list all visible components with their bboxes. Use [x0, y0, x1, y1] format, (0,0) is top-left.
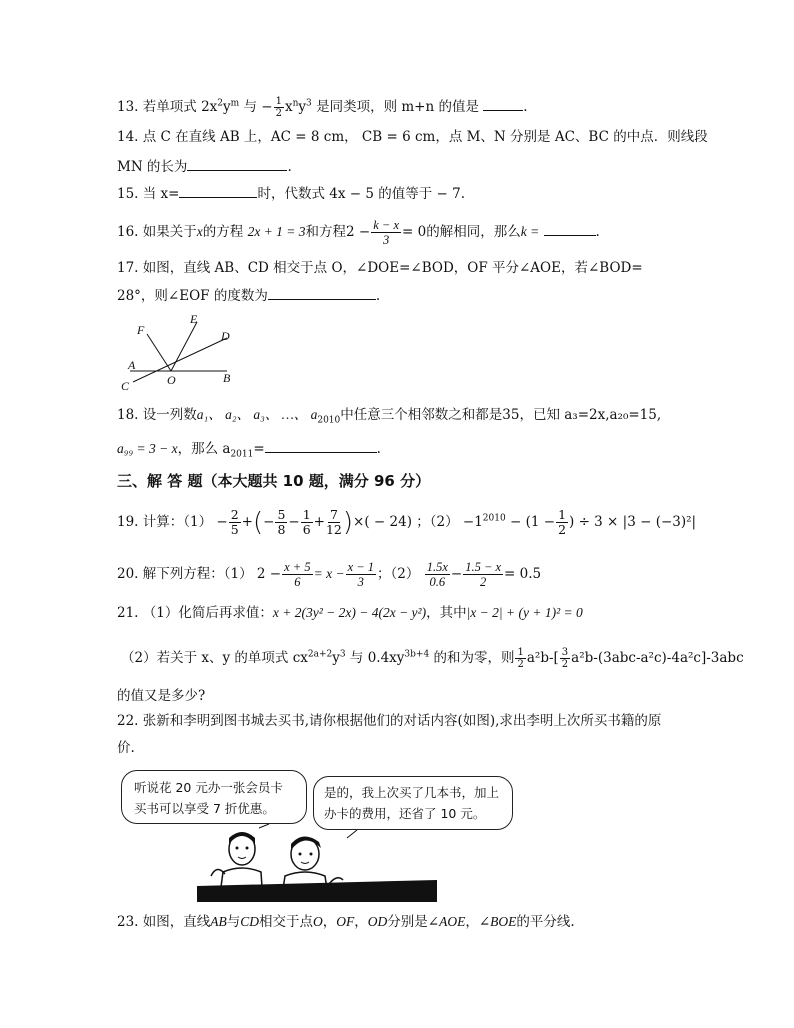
answer-blank-15[interactable] — [179, 183, 257, 198]
question-21-part1: 21. （1）化简后再求值：x + 2(3y² − 2x) − 4(2x − y²)，其中|x − 2| + (y + 1)² = 0 — [117, 605, 583, 621]
question-19: 19. 计算：（1） − $\frac{2}{5}$ +(− $\frac{5}{8}$ − $\frac{1}{6}$ + $\frac{7}{12}$ )×( − 24) ；$(2) -1^{2010} - (1$ − $\frac{1}{2}$ ) ÷ 3 × |3 − (−3)²| — [117, 507, 697, 538]
question-21-part2: （2）若关于 x、y 的单项式 $cx^{2a+2}y^3$ 与 $0.4xy^{3b+4}$ 的和为零，则 $\frac{1}{2}$ a²b-[ $\frac{3}{2}$ a²b-(3abc-a²c)-4a²c]-3abc — [121, 647, 744, 670]
two-students-drawing — [197, 824, 437, 902]
question-18-line1: 18. 设一列数a₁、 a₂、 a₃、 …、 $a_{2010}$中任意三个相邻数之和都是35，已知 a₃=2x,a₂₀=15, — [117, 407, 662, 426]
answer-blank-16[interactable] — [544, 221, 596, 236]
speech-bubble-left: 听说花 20 元办一张会员卡 买书可以享受 7 折优惠。 — [121, 770, 307, 824]
question-15: 15. 当 x= 时，代数式 4x − 5 的值等于 − 7. — [117, 183, 465, 204]
label-E: E — [190, 312, 198, 326]
answer-blank-18[interactable] — [265, 438, 377, 453]
label-A: A — [128, 358, 136, 372]
question-13: 13. 若单项式 $2x^2y^m$ 与 − $\frac{1}{2}$ $x^ny^3$ 是同类项，则 m+n 的值是 . — [117, 96, 528, 119]
question-23: 23. 如图，直线AB与CD相交于点O，OF，OD分别是∠AOE，∠BOE的平分线. — [117, 914, 575, 930]
question-20: 20. 解下列方程：（1） 2 − $\frac{x + 5}{6}$ = x − $\frac{x - 1}{3}$ ；（2） $\frac{1.5x}{0.6}$ − $\frac{1.5 - x}{2}$ = 0.5 — [117, 560, 542, 589]
answer-blank-13[interactable] — [483, 96, 523, 111]
label-D: D — [221, 329, 230, 343]
question-16: 16. 如果关于x的方程 2x + 1 = 3和方程2 − $\frac{k - x}{3}$ = 0的解相同，那么k = . — [117, 218, 600, 247]
question-14-line1: 14. 点 C 在直线 AB 上，AC = 8 cm， CB = 6 cm，点 M、N 分别是 AC、BC 的中点．则线段 — [117, 129, 708, 145]
ray-OE — [171, 322, 197, 371]
label-O: O — [167, 373, 176, 387]
label-F: F — [137, 323, 145, 337]
fraction-k-minus-x-over-3: $\frac{k - x}{3}$ — [373, 218, 400, 247]
label-C: C — [121, 379, 130, 393]
question-21-line3: 的值又是多少? — [117, 688, 206, 704]
fraction-one-half: $\frac{1}{2}$ — [275, 96, 282, 119]
question-22-line2: 价. — [117, 740, 135, 756]
question-17-line2: 28°，则∠EOF 的度数为 . — [117, 285, 380, 306]
line-CD — [133, 338, 227, 382]
answer-blank-17[interactable] — [268, 285, 376, 300]
label-B: B — [223, 371, 231, 385]
question-17-line1: 17. 如图，直线 AB、CD 相交于点 O，∠DOE=∠BOD，OF 平分∠AOE，若∠BOD= — [117, 260, 643, 276]
speech-bubble-right: 是的，我上次买了几本书，加上 办卡的费用，还省了 10 元。 — [313, 776, 513, 830]
question-22-line1: 22. 张新和李明到图书城去买书,请你根据他们的对话内容(如图),求出李明上次所买书籍的原 — [117, 713, 662, 729]
question-18-line2: a₉₉ = 3 − x，那么 $a_{2011}=$ . — [117, 438, 381, 459]
answer-blank-14[interactable] — [187, 156, 287, 171]
ray-OF — [147, 334, 171, 371]
angle-figure — [115, 310, 255, 395]
dialogue-illustration — [117, 760, 500, 902]
section-heading: 三、解 答 题（本大题共 10 题，满分 96 分） — [117, 472, 431, 490]
question-14-line2: MN 的长为 . — [117, 156, 292, 177]
